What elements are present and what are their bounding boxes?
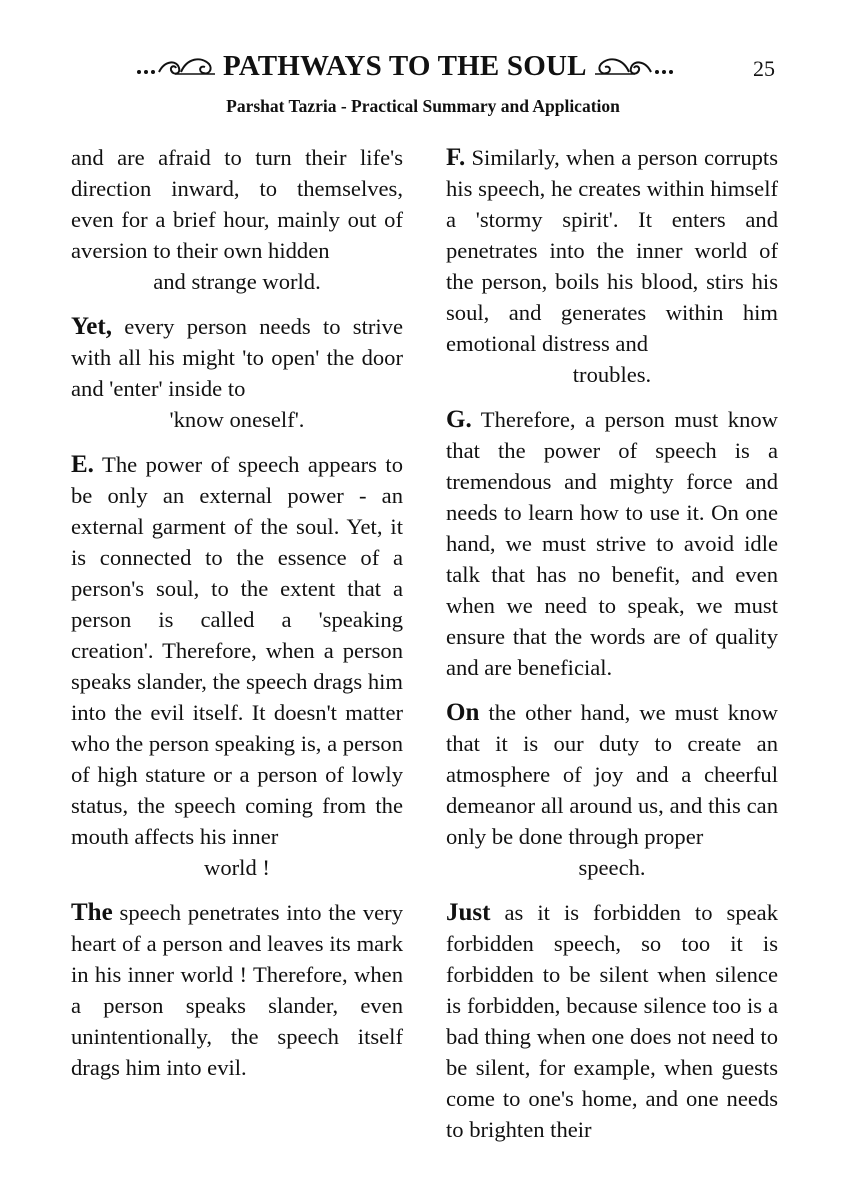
- paragraph: [446, 404, 778, 683]
- paragraph-last-line: and strange world.: [153, 269, 321, 294]
- paragraph-lead: On: [446, 699, 480, 726]
- paragraph-body: and are afraid to turn their life's direction inward, to themselves, even for a brief hour, mainly out of aversion to their own hidden: [71, 145, 403, 263]
- paragraph-body: the other hand, we must know that it is our duty to create an atmosphere of joy and a cheerful demeanor all around us, and this can only be done through proper: [446, 700, 778, 849]
- paragraph: [71, 311, 403, 435]
- paragraph: [446, 697, 778, 883]
- paragraph-last-line: speech.: [578, 855, 646, 880]
- paragraph-lead: G.: [446, 406, 472, 433]
- paragraph-last-line: troubles.: [572, 362, 652, 387]
- left-column: [71, 142, 403, 1097]
- paragraph-last-line: 'know oneself'.: [169, 407, 305, 432]
- paragraph: [446, 142, 778, 390]
- paragraph-lead: Just: [446, 899, 491, 926]
- paragraph-lead: The: [71, 899, 113, 926]
- section-subtitle: Parshat Tazria - Practical Summary and Application: [226, 96, 620, 116]
- paragraph-lead: E.: [71, 451, 94, 478]
- paragraph-body: Similarly, when a person corrupts his speech, he creates within himself a 'stormy spirit'. It enters and penetrates into the inner world of the person, boils his blood, stirs his soul, and generates within him emotional distress and: [446, 145, 778, 356]
- paragraph: [71, 142, 403, 297]
- title-row: [135, 50, 675, 83]
- paragraph-body: Therefore, a person must know that the power of speech is a tremendous and mighty force and needs to learn how to use it. On one hand, we must strive to avoid idle talk that has no benefit, and even when we need to speak, we must ensure that the words are of quality and are beneficial.: [446, 407, 778, 680]
- paragraph-body: every person needs to strive with all his might 'to open' the door and 'enter' inside to: [71, 314, 403, 401]
- right-ornament-icon: [593, 54, 675, 80]
- paragraph-lead: Yet,: [71, 313, 112, 340]
- paragraph-last-line: world !: [204, 855, 270, 880]
- paragraph-body: as it is forbidden to speak forbidden speech, so too it is forbidden to be silent when silence is forbidden, because silence too is a bad thing when one does not need to be silent, for example, when guests come to one's home, and one needs to brighten their: [446, 900, 778, 1142]
- paragraph: [71, 449, 403, 883]
- page-number: 25: [753, 56, 775, 81]
- page-header: [0, 48, 846, 92]
- right-column: [446, 142, 778, 1159]
- paragraph-body: The power of speech appears to be only an external power - an external garment of the soul. Yet, it is connected to the essence of a person's soul, to the extent that a person is called a 'speaking creation'. Therefore, when a person speaks slander, the speech drags him into the evil itself. It doesn't matter who the person speaking is, a person of high stature or a person of lowly status, the speech coming from the mouth affects his inner: [71, 452, 403, 849]
- left-ornament-icon: [135, 54, 217, 80]
- paragraph-body: speech penetrates into the very heart of a person and leaves its mark in his inner world ! Therefore, when a person speaks slander, even unintentionally, the speech itself drags him into evil.: [71, 900, 403, 1080]
- paragraph: [71, 897, 403, 1083]
- paragraph: [446, 897, 778, 1145]
- running-title: PATHWAYS TO THE SOUL: [223, 50, 587, 82]
- paragraph-lead: F.: [446, 144, 466, 171]
